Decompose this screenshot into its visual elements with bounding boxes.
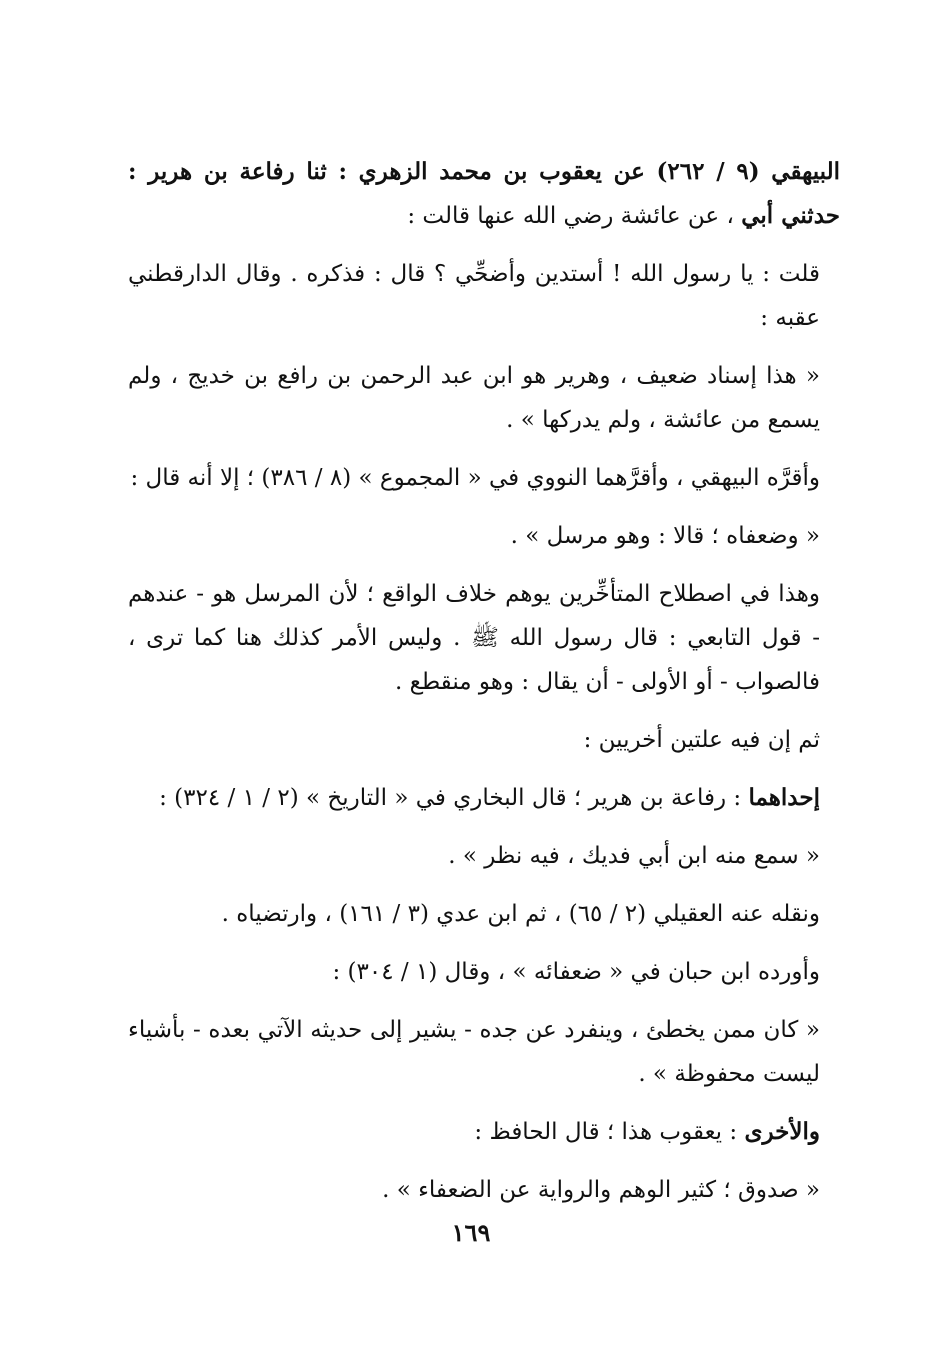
paragraph-11 <box>128 950 840 994</box>
paragraph-11-text: وأورده ابن حبان في « ضعفائه » ، وقال (١ / ٣٠٤) : <box>332 959 820 985</box>
paragraph-10 <box>128 892 840 936</box>
paragraph-1-text: ، عن عائشة رضي الله عنها قالت : <box>407 203 734 229</box>
paragraph-13 <box>128 1110 840 1154</box>
paragraph-8-lead: إحداهما <box>748 784 820 811</box>
paragraph-2 <box>128 252 840 340</box>
page-number: ١٦٩ <box>451 1218 491 1247</box>
paragraph-12-text: « كان ممن يخطئ ، وينفرد عن جده - يشير إلى حديثه الآتي بعده - بأشياء ليست محفوظة » . <box>128 1017 820 1087</box>
paragraph-6-text: وهذا في اصطلاح المتأخِّرين يوهم خلاف الواقع ؛ لأن المرسل هو - عندهم - قول التابعي : قال رسول الله ﷺ . وليس الأمر كذلك هنا كما ترى ، فالصواب - أو الأولى - أن يقال : وهو منقطع . <box>128 581 820 695</box>
paragraph-5-text: « وضعفاه ؛ قالا : وهو مرسل » . <box>510 523 820 549</box>
paragraph-9-quote <box>128 834 840 878</box>
paragraph-4-text: وأقرَّه البيهقي ، وأقرَّهما النووي في « المجموع » (٨ / ٣٨٦) ؛ إلا أنه قال : <box>130 465 820 491</box>
paragraph-14-text: « صدوق ؛ كثير الوهم والرواية عن الضعفاء » . <box>382 1177 820 1203</box>
paragraph-1 <box>128 150 840 238</box>
paragraph-7 <box>128 718 840 762</box>
paragraph-2-text: قلت : يا رسول الله ! أستدين وأضحِّي ؟ قال : فذكره . وقال الدارقطني عقبه : <box>128 261 820 331</box>
paragraph-3-quote <box>128 354 840 442</box>
paragraph-13-text: : يعقوب هذا ؛ قال الحافظ : <box>474 1119 738 1145</box>
paragraph-7-text: ثم إن فيه علتين أخريين : <box>583 727 820 753</box>
page-body <box>128 150 840 1226</box>
paragraph-8 <box>128 776 840 820</box>
paragraph-8-text: : رفاعة بن هرير ؛ قال البخاري في « التاريخ » (٢ / ١ / ٣٢٤) : <box>159 785 742 811</box>
paragraph-10-text: ونقله عنه العقيلي (٢ / ٦٥) ، ثم ابن عدي (٣ / ١٦١) ، وارتضياه . <box>221 901 820 927</box>
paragraph-12-quote <box>128 1008 840 1096</box>
paragraph-3-text: « هذا إسناد ضعيف ، وهرير هو ابن عبد الرحمن بن رافع بن خديج ، ولم يسمع من عائشة ، ولم يدركها » . <box>128 363 820 433</box>
paragraph-6 <box>128 572 840 704</box>
paragraph-1-lead: البيهقي (٩ / ٢٦٢) عن يعقوب بن محمد الزهري : ثنا رفاعة بن هرير : حدثني أبي <box>128 158 840 229</box>
paragraph-14-quote <box>128 1168 840 1212</box>
paragraph-5-quote <box>128 514 840 558</box>
paragraph-9-text: « سمع منه ابن أبي فديك ، فيه نظر » . <box>448 843 820 869</box>
paragraph-4 <box>128 456 840 500</box>
paragraph-13-lead: والأخرى <box>744 1118 820 1145</box>
